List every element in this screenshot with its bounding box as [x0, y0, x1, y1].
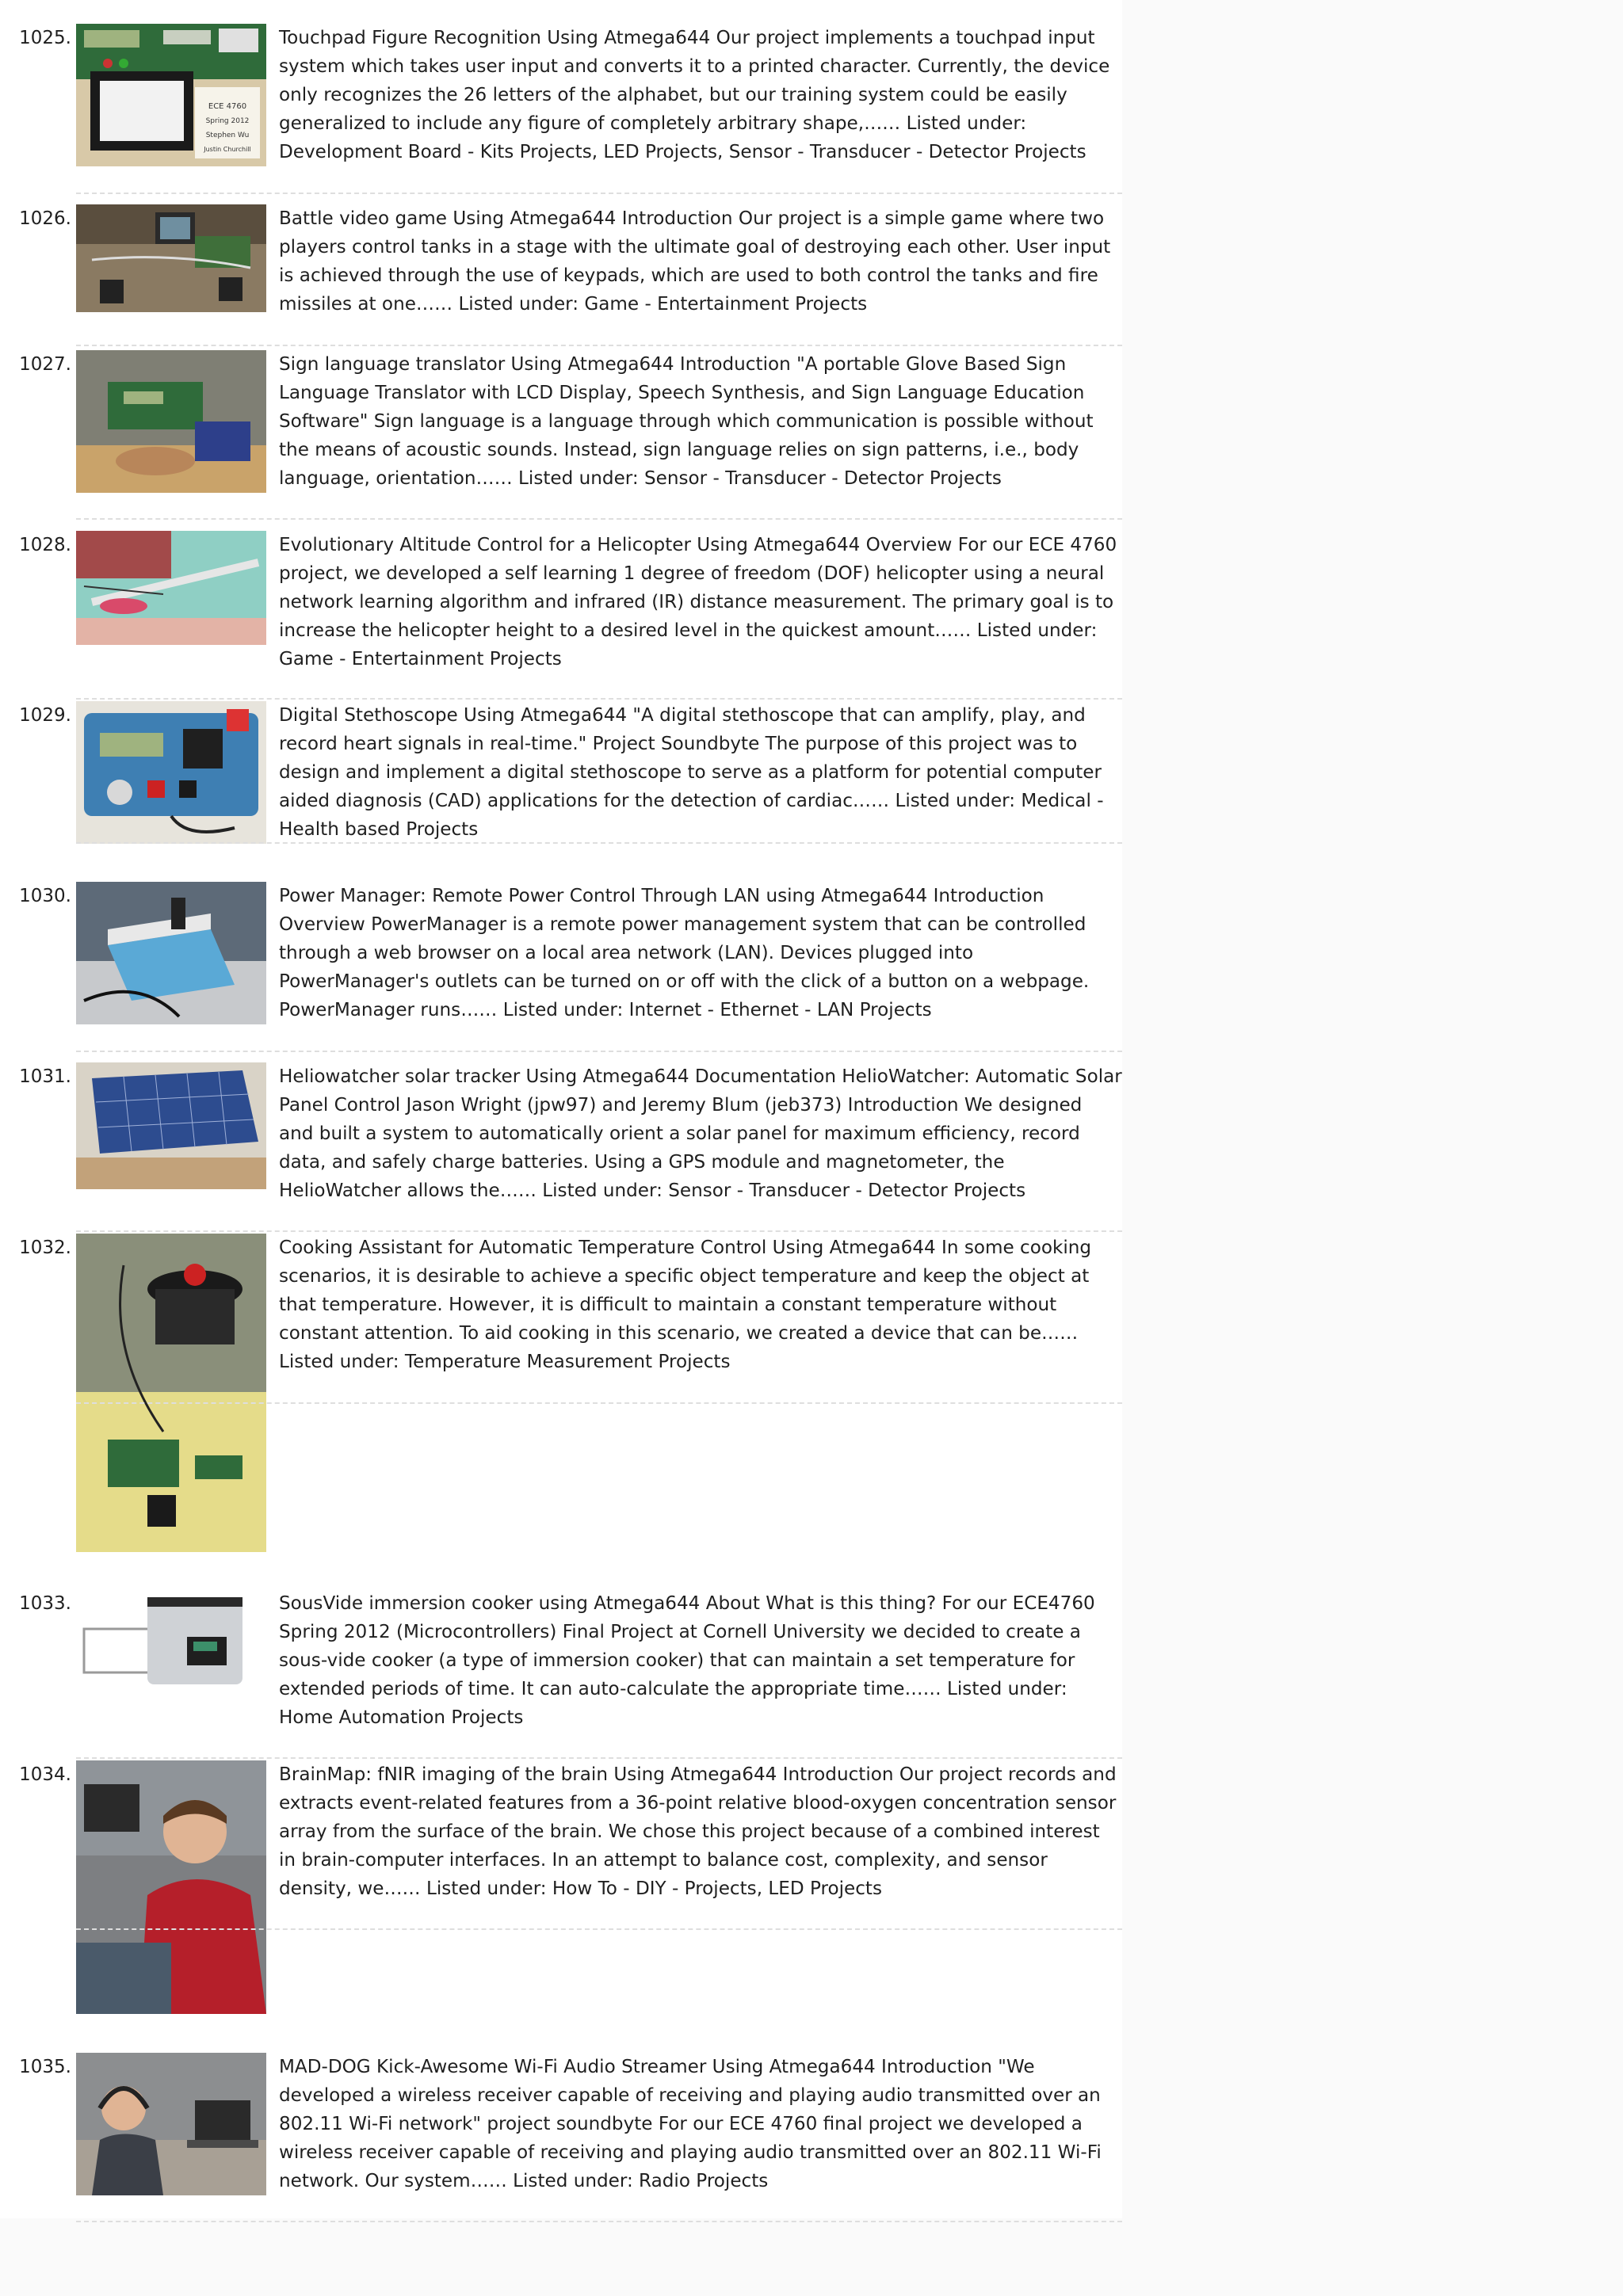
divider [76, 698, 1122, 700]
image-label: ECE 4760 [208, 102, 247, 111]
image-label: Justin Churchill [204, 146, 251, 153]
page-margin-bottom [0, 2218, 1122, 2296]
project-description[interactable]: BrainMap: fNIR imaging of the brain Using Atmega644 Introduction Our project records and extracts event-related features from a 36-point relative blood-oxygen concentration sensor array from the surface of the brain. We chose this project because of a combined interest in brain-computer interfaces. In an attempt to balance cost, complexity, and sensor density, we…… Listed under: How To - DIY - Projects, LED Projects [279, 1764, 1117, 1899]
project-number: 1030. [19, 886, 71, 906]
image-label: Spring 2012 [205, 117, 250, 125]
divider [76, 1757, 1122, 1759]
page-margin-right [1122, 0, 1623, 2296]
divider [76, 345, 1122, 346]
project-thumbnail[interactable] [76, 531, 266, 645]
divider [76, 2221, 1122, 2222]
helicopter-photo [76, 531, 266, 645]
sign-language-glove-photo [76, 350, 266, 493]
image-label: Stephen Wu [205, 132, 250, 139]
project-description[interactable]: MAD-DOG Kick-Awesome Wi-Fi Audio Streamer Using Atmega644 Introduction "We developed a wireless receiver capable of receiving and playing audio transmitted over an 802.11 Wi-Fi network" project soundbyte For our ECE 4760 final project we developed a wireless receiver capable of receiving and playing audio transmitted over an 802.11 Wi-Fi network. Our system…… Listed under: Radio Projects [279, 2057, 1102, 2191]
project-number: 1032. [19, 1238, 71, 1258]
project-number: 1035. [19, 2057, 71, 2077]
sous-vide-cooker-photo [76, 1589, 266, 1691]
project-thumbnail[interactable] [76, 350, 266, 493]
project-thumbnail[interactable] [76, 701, 266, 844]
project-description[interactable]: Cooking Assistant for Automatic Temperature Control Using Atmega644 In some cooking scenarios, it is desirable to achieve a specific object temperature and keep the object at that temperature. However, it is difficult to maintain a constant temperature without constant attention. To aid cooking in this scenario, we created a device that can be…… Listed under: Temperature Measurement Projects [279, 1238, 1092, 1372]
project-number: 1033. [19, 1593, 71, 1614]
divider [76, 1230, 1122, 1232]
solar-panel-photo [76, 1062, 266, 1189]
project-description[interactable]: Battle video game Using Atmega644 Introduction Our project is a simple game where two players control tanks in a stage with the ultimate goal of destroying each other. User input is achieved through the use of keypads, which are used to both control the tanks and fire missiles at one…… Listed under: Game - Entertainment Projects [279, 208, 1111, 315]
project-thumbnail[interactable] [76, 24, 266, 166]
brainmap-photo [76, 1760, 266, 2014]
project-thumbnail[interactable] [76, 882, 266, 1024]
divider [76, 1928, 1122, 1930]
project-number: 1029. [19, 705, 71, 726]
divider [76, 842, 1122, 844]
project-description[interactable]: Touchpad Figure Recognition Using Atmega644 Our project implements a touchpad input system which takes user input and converts it to a printed character. Currently, the device only recognizes the 26 letters of the alphabet, but our training system could be easily generalized to include any figure of completely arbitrary shape,…… Listed under: Development Board - Kits Projects, LED Projects, Sensor - Transducer - Detector Projects [279, 28, 1110, 162]
project-description[interactable]: Power Manager: Remote Power Control Through LAN using Atmega644 Introduction Overview PowerManager is a remote power management system that can be controlled through a web browser on a local area network (LAN). Devices plugged into PowerManager's outlets can be turned on or off with the click of a button on a webpage. PowerManager runs…… Listed under: Internet - Ethernet - LAN Projects [279, 886, 1090, 1020]
project-description[interactable]: Sign language translator Using Atmega644 Introduction "A portable Glove Based Sign Language Translator with LCD Display, Speech Synthesis, and Sign Language Education Software" Sign language is a language through which communication is possible without the means of acoustic sounds. Instead, sign language relies on sign patterns, i.e., body language, orientation…… Listed under: Sensor - Transducer - Detector Projects [279, 354, 1094, 489]
divider [76, 1402, 1122, 1404]
project-thumbnail[interactable] [76, 1234, 266, 1552]
divider [76, 518, 1122, 520]
project-thumbnail[interactable] [76, 204, 266, 312]
battle-game-photo [76, 204, 266, 312]
wifi-audio-streamer-photo [76, 2053, 266, 2195]
project-thumbnail[interactable] [76, 2053, 266, 2195]
project-number: 1025. [19, 28, 71, 48]
touchpad-board-photo [76, 24, 266, 166]
project-thumbnail[interactable] [76, 1589, 266, 1691]
project-description[interactable]: Digital Stethoscope Using Atmega644 "A digital stethoscope that can amplify, play, and record heart signals in real-time." Project Soundbyte The purpose of this project was to design and implement a digital stethoscope to serve as a platform for potential computer aided diagnosis (CAD) applications for the detection of cardiac…… Listed under: Medical - Health based Projects [279, 705, 1104, 840]
stethoscope-photo [76, 701, 266, 844]
project-number: 1034. [19, 1764, 71, 1785]
project-number: 1027. [19, 354, 71, 375]
project-number: 1028. [19, 535, 71, 555]
project-description[interactable]: Heliowatcher solar tracker Using Atmega644 Documentation HelioWatcher: Automatic Solar Panel Control Jason Wright (jpw97) and Jeremy Blum (jeb373) Introduction We designed and built a system to automatically orient a solar panel for maximum efficiency, record data, and safely charge batteries. Using a GPS module and magnetometer, the HelioWatcher allows the…… Listed under: Sensor - Transducer - Detector Projects [279, 1066, 1122, 1201]
project-thumbnail[interactable] [76, 1760, 266, 2014]
divider [76, 193, 1122, 194]
power-manager-photo [76, 882, 266, 1024]
project-description[interactable]: SousVide immersion cooker using Atmega644 About What is this thing? For our ECE4760 Spring 2012 (Microcontrollers) Final Project at Cornell University we decided to create a sous-vide cooker (a type of immersion cooker) that can maintain a set temperature for extended periods of time. It can auto-calculate the appropriate time…… Listed under: Home Automation Projects [279, 1593, 1095, 1728]
project-number: 1026. [19, 208, 71, 229]
divider [76, 1051, 1122, 1052]
cooking-assistant-photo [76, 1234, 266, 1552]
project-number: 1031. [19, 1066, 71, 1087]
project-description[interactable]: Evolutionary Altitude Control for a Helicopter Using Atmega644 Overview For our ECE 4760 project, we developed a self learning 1 degree of freedom (DOF) helicopter using a neural network learning algorithm and infrared (IR) distance measurement. The primary goal is to increase the helicopter height to a desired level in the quickest amount…… Listed under: Game - Entertainment Projects [279, 535, 1117, 669]
project-thumbnail[interactable] [76, 1062, 266, 1189]
